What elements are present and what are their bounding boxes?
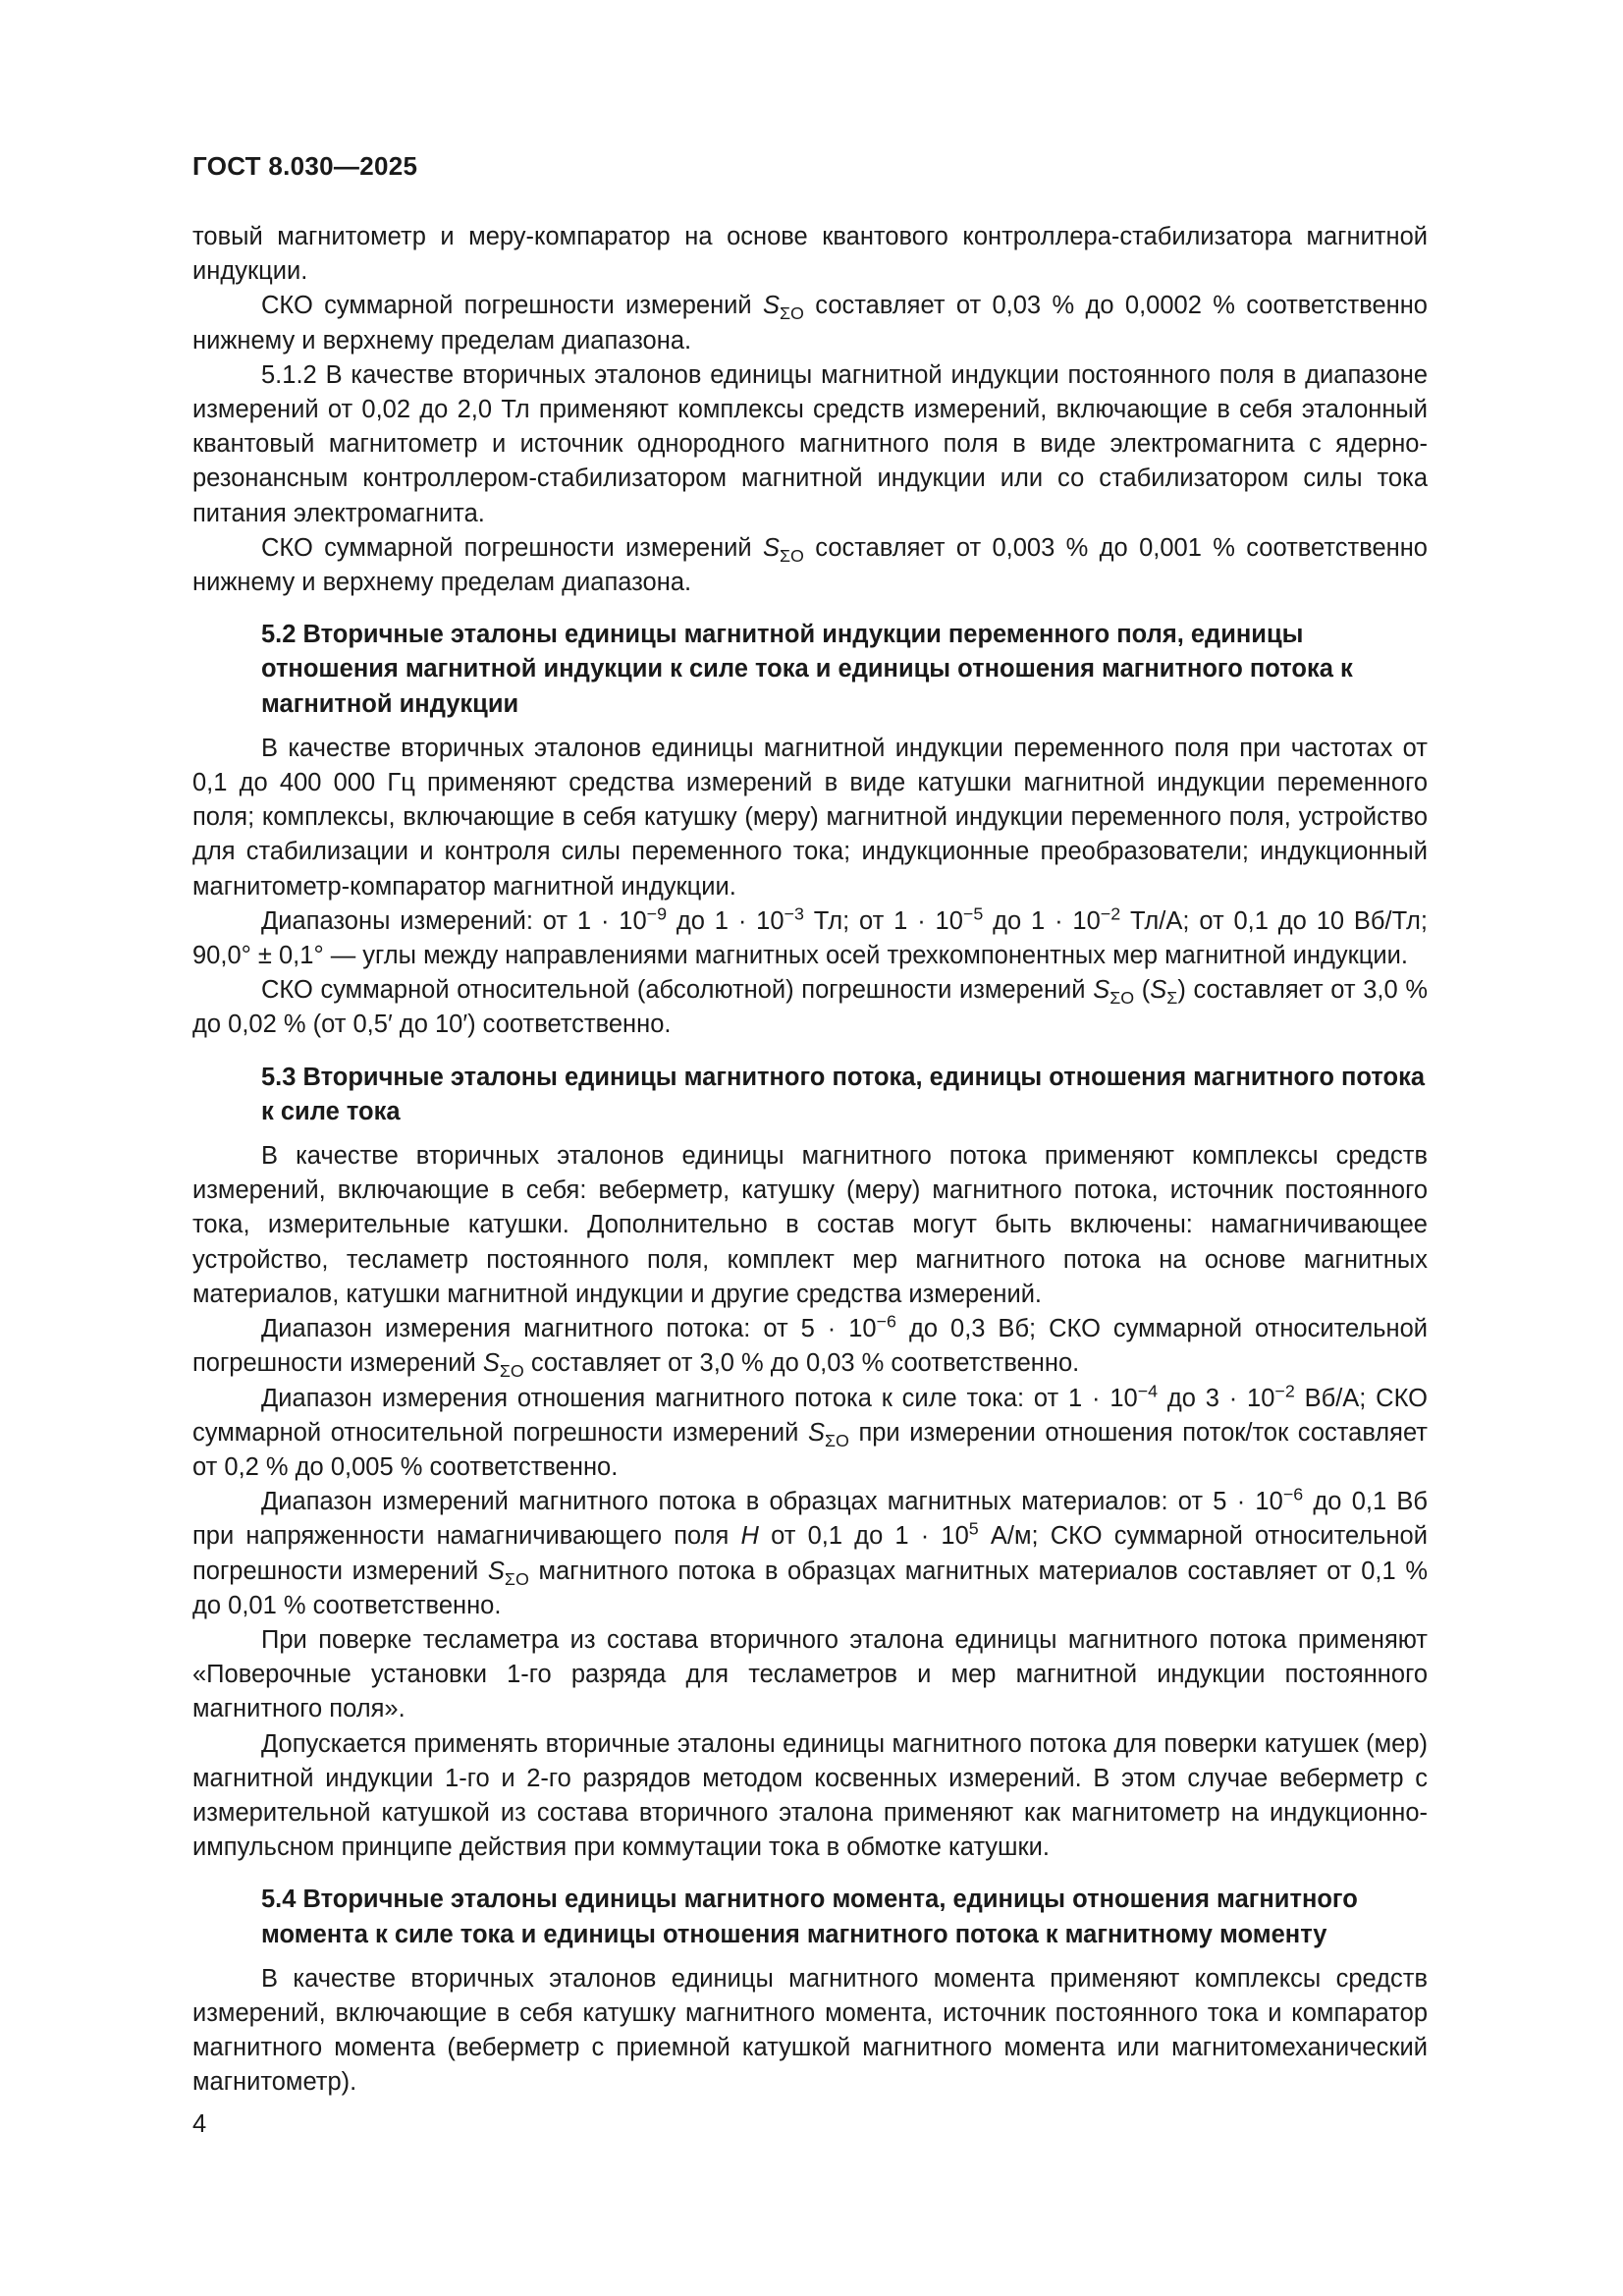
document-header: ГОСТ 8.030—2025 bbox=[192, 151, 418, 181]
paragraph: При поверке тесламетра из состава вторичного эталона единицы магнитного потока применяют «Поверочные установки 1-го разряда для тесламетров и мер магнитной индукции постоянного магнитного поля». bbox=[192, 1625, 1428, 1723]
paragraph: Допускается применять вторичные эталоны единицы магнитного потока для поверки катушек (мер) магнитной индукции 1-го и 2-го разрядов методом косвенных измерений. В этом случае веберметр с измерительной катушкой из состава вторичного эталона применяют как магнитометр на индукционно-импульсном принципе действия при коммутации тока в обмотке катушки. bbox=[192, 1729, 1428, 1862]
paragraph: Диапазон измерения магнитного потока: от $5 \cdot 10^{-6}$ до 0,3 Вб; СКО суммарной относительной погрешности измерений $S_{\Sigma O}$ составляет от 3,0 % до 0,03 % соответственно. bbox=[192, 1311, 1428, 1382]
symbol-s: S bbox=[487, 1557, 505, 1585]
paragraph: товый магнитометр и меру-компаратор на основе квантового контроллера-стабилизатора магнитной индукции. bbox=[192, 223, 1428, 286]
symbol-s: S bbox=[807, 1418, 825, 1447]
symbol-s: S bbox=[1150, 976, 1167, 1005]
section-heading-5-4: 5.4 Вторичные эталоны единицы магнитного момента, единицы отношения магнитного момента к силе тока и единицы отношения магнитного потока к магнитному моменту bbox=[261, 1886, 1358, 1948]
symbol-s: S bbox=[763, 533, 781, 562]
section-heading-5-2: 5.2 Вторичные эталоны единицы магнитной индукции переменного поля, единицы отношения магнитной индукции к силе тока и единицы отношения магнитного потока к магнитной индукции bbox=[261, 621, 1353, 718]
document-body bbox=[192, 220, 1428, 2101]
page-number: 4 bbox=[192, 2110, 207, 2138]
symbol-s: S bbox=[763, 292, 781, 320]
paragraph: СКО суммарной погрешности измерений $S_{\Sigma O}$ составляет от 0,003 % до 0,001 % соответственно нижнему и верхнему пределам диапазона. bbox=[192, 533, 1428, 597]
paragraph: 5.1.2 В качестве вторичных эталонов единицы магнитной индукции постоянного поля в диапазоне измерений от 0,02 до 2,0 Тл применяют комплексы средств измерений, включающие в себя эталонный квантовый магнитометр и источник однородного магнитного поля в виде электромагнита с ядерно-резонансным контроллером-стабилизатором магнитной индукции или со стабилизатором силы тока питания электромагнита. bbox=[192, 360, 1428, 527]
symbol-s: S bbox=[482, 1349, 500, 1378]
paragraph: Диапазон измерения отношения магнитного потока к силе тока: от $1 \cdot 10^{-4}$ до $3 \cdot 10^{-2}$ Вб/А; СКО суммарной относительной погрешности измерений $S_{\Sigma O}$ при измерении отношения поток/ток составляет от 0,2 % до 0,005 % соответственно. bbox=[192, 1381, 1428, 1481]
symbol-s: S bbox=[1093, 976, 1110, 1005]
paragraph: СКО суммарной погрешности измерений $S_{\Sigma O}$ составляет от 0,03 % до 0,0002 % соответственно нижнему и верхнему пределам диапазона. bbox=[192, 292, 1428, 355]
paragraph: Диапазоны измерений: от $1 \cdot 10^{-9}$ до $1 \cdot 10^{-3}$ Тл; от $1 \cdot 10^{-5}$ до $1 \cdot 10^{-2}$ Тл/А; от 0,1 до 10 Вб/Тл; 90,0° ± 0,1° — углы между направлениями магнитных осей трехкомпонентных мер магнитной индукции. bbox=[192, 903, 1429, 970]
paragraph: В качестве вторичных эталонов единицы магнитной индукции переменного поля при частотах от 0,1 до 400 000 Гц применяют средства измерений в виде катушки магнитной индукции переменного поля; комплексы, включающие в себя катушку (меру) магнитной индукции переменного поля, устройство для стабилизации и контроля силы переменного тока; индукционные преобразователи; индукционный магнитометр-компаратор магнитной индукции. bbox=[192, 734, 1428, 901]
paragraph: СКО суммарной относительной (абсолютной) погрешности измерений $S_{\Sigma O}$ $(S_\Sigma)$ составляет от 3,0 % до 0,02 % (от 0,5′ до 10′) соответственно. bbox=[192, 976, 1428, 1039]
paragraph: В качестве вторичных эталонов единицы магнитного потока применяют комплексы средств измерений, включающие в себя: веберметр, катушку (меру) магнитного потока, источник постоянного тока, измерительные катушки. Дополнительно в состав могут быть включены: намагничивающее устройство, тесламетр постоянного поля, комплект мер магнитного потока на основе магнитных материалов, катушки магнитной индукции и другие средства измерений. bbox=[192, 1142, 1428, 1308]
section-heading-5-3: 5.3 Вторичные эталоны единицы магнитного потока, единицы отношения магнитного потока к силе тока bbox=[261, 1063, 1426, 1125]
symbol-h: H bbox=[740, 1522, 759, 1551]
paragraph: В качестве вторичных эталонов единицы магнитного момента применяют комплексы средств измерений, включающие в себя катушку магнитного момента, источник постоянного тока и компаратор магнитного момента (веберметр с приемной катушкой магнитного момента или магнитомеханический магнитометр). bbox=[192, 1964, 1428, 2097]
paragraph: Диапазон измерений магнитного потока в образцах магнитных материалов: от $5 \cdot 10^{-6}$ до 0,1 Вб при напряженности намагничивающего поля H от 0,1 до $1 \cdot 10^5$ А/м; СКО суммарной относительной погрешности измерений $S_{\Sigma O}$ магнитного потока в образцах магнитных материалов составляет от 0,1 % до 0,01 % соответственно. bbox=[192, 1484, 1428, 1619]
